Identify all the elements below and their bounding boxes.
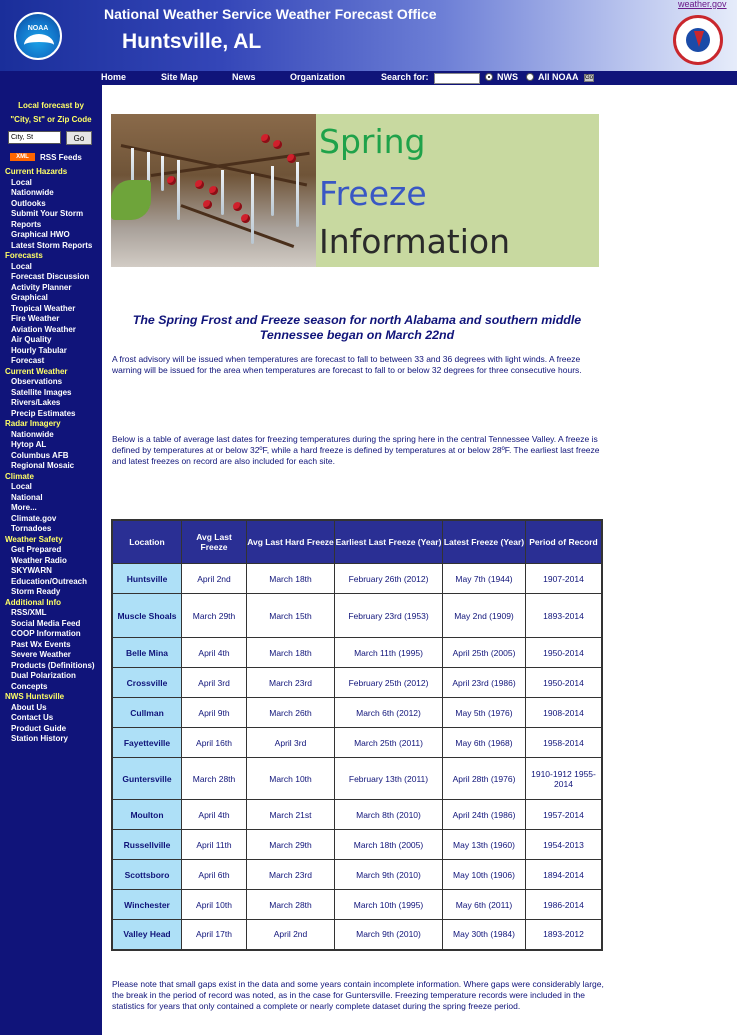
- sidebar-item[interactable]: Precip Estimates: [11, 408, 76, 418]
- table-cell: March 21st: [247, 800, 335, 830]
- table-cell: February 23rd (1953): [335, 594, 443, 638]
- table-cell: February 25th (2012): [335, 668, 443, 698]
- local-forecast-title: Local forecast by: [18, 101, 84, 110]
- sidebar-item[interactable]: Tornadoes: [11, 524, 52, 533]
- table-cell: April 3rd: [182, 668, 247, 698]
- nav-news[interactable]: News: [232, 72, 256, 82]
- table-header: [112, 520, 602, 564]
- noaa-bird-icon: [24, 34, 54, 56]
- search-go-icon[interactable]: Go: [585, 75, 594, 81]
- sidebar-item[interactable]: RSS/XML: [11, 608, 47, 617]
- sidebar-item[interactable]: Forecast Discussion: [11, 272, 90, 281]
- table-cell: May 7th (1944): [443, 564, 526, 594]
- nav-site-map[interactable]: Site Map: [161, 72, 199, 82]
- sidebar-item[interactable]: Regional Mosaic: [11, 461, 75, 470]
- table-cell: March 8th (2010): [335, 800, 443, 830]
- frozen-berries-photo: [111, 114, 316, 267]
- table-cell: 1893-2012: [526, 920, 603, 950]
- table-row: [112, 668, 602, 698]
- table-cell: 1958-2014: [526, 728, 603, 758]
- sidebar-item[interactable]: About Us: [11, 702, 47, 712]
- table-cell: 1986-2014: [526, 890, 603, 920]
- sidebar-item[interactable]: Activity Planner: [11, 282, 72, 292]
- sidebar-item[interactable]: Products (Definitions): [11, 660, 95, 670]
- sidebar-item[interactable]: COOP Information: [11, 629, 81, 638]
- sidebar-section-heading[interactable]: Forecasts: [5, 251, 43, 260]
- site-search-input[interactable]: [434, 73, 480, 84]
- sidebar-item[interactable]: Forecast: [11, 356, 45, 365]
- sidebar-item[interactable]: Local: [11, 482, 32, 491]
- banner-word-spring: Spring: [319, 122, 426, 161]
- table-cell: May 6th (1968): [443, 728, 526, 758]
- table-cell: April 2nd: [247, 920, 335, 950]
- table-cell: April 28th (1976): [443, 758, 526, 800]
- sidebar-section-heading[interactable]: NWS Huntsville: [5, 692, 65, 701]
- table-row: [112, 800, 602, 830]
- location-cell: Belle Mina: [112, 638, 182, 668]
- noaa-logo[interactable]: [14, 12, 62, 60]
- noaa-logo-text: NOAA: [27, 25, 49, 32]
- weather-gov-link[interactable]: weather.gov: [678, 0, 727, 9]
- leaf-icon: [111, 180, 151, 220]
- table-cell: May 5th (1976): [443, 698, 526, 728]
- sidebar-item[interactable]: Graphical: [11, 293, 48, 302]
- table-cell: March 10th: [247, 758, 335, 800]
- location-cell: Cullman: [112, 698, 182, 728]
- table-cell: 1893-2014: [526, 594, 603, 638]
- table-row: [112, 860, 602, 890]
- sidebar-item[interactable]: Satellite Images: [11, 387, 72, 397]
- sidebar-item[interactable]: Social Media Feed: [11, 618, 81, 628]
- nws-logo[interactable]: [673, 15, 723, 65]
- sidebar-item[interactable]: Aviation Weather: [11, 324, 76, 334]
- sidebar-section-heading[interactable]: Current Weather: [5, 366, 68, 376]
- column-header: Earliest Last Freeze (Year): [335, 520, 443, 564]
- column-header: Avg Last Freeze: [182, 520, 247, 564]
- location-cell: Scottsboro: [112, 860, 182, 890]
- sidebar-item[interactable]: Graphical HWO: [11, 230, 70, 239]
- table-header-row: [112, 520, 602, 564]
- freeze-dates-table: [111, 519, 603, 951]
- table-cell: February 26th (2012): [335, 564, 443, 594]
- sidebar-item[interactable]: Tropical Weather: [11, 303, 76, 313]
- column-header: Latest Freeze (Year): [443, 520, 526, 564]
- sidebar-item[interactable]: National: [11, 492, 43, 502]
- location-cell: Crossville: [112, 668, 182, 698]
- table-cell: March 18th: [247, 564, 335, 594]
- radio-all-noaa-label: All NOAA: [538, 72, 579, 82]
- local-forecast-subtitle: "City, St" or Zip Code: [10, 115, 92, 124]
- table-cell: April 6th: [182, 860, 247, 890]
- table-row: [112, 890, 602, 920]
- table-cell: April 16th: [182, 728, 247, 758]
- sidebar-item[interactable]: Weather Radio: [11, 555, 67, 565]
- sidebar-item[interactable]: SKYWARN: [11, 566, 52, 575]
- sidebar-item[interactable]: More...: [11, 503, 37, 512]
- sidebar-item[interactable]: Reports: [11, 219, 42, 229]
- table-cell: March 10th (1995): [335, 890, 443, 920]
- table-cell: April 2nd: [182, 564, 247, 594]
- sidebar-item[interactable]: Latest Storm Reports: [11, 240, 93, 250]
- table-cell: March 28th: [182, 758, 247, 800]
- table-cell: 1907-2014: [526, 564, 603, 594]
- top-nav: [0, 71, 737, 85]
- sidebar-item[interactable]: Severe Weather: [11, 650, 71, 659]
- sidebar-item[interactable]: Local: [11, 261, 32, 271]
- table-cell: 1950-2014: [526, 668, 603, 698]
- page-headline: The Spring Frost and Freeze season for north Alabama and southern middle Tennessee began on March 22nd: [132, 313, 582, 342]
- location-cell: Huntsville: [112, 564, 182, 594]
- location-cell: Winchester: [112, 890, 182, 920]
- table-row: [112, 698, 602, 728]
- sidebar-item[interactable]: Outlooks: [11, 198, 46, 208]
- table-row: [112, 728, 602, 758]
- table-cell: May 2nd (1909): [443, 594, 526, 638]
- sidebar-item[interactable]: Nationwide: [11, 188, 54, 197]
- banner-word-freeze: Freeze: [319, 174, 427, 213]
- table-cell: March 9th (2010): [335, 920, 443, 950]
- location-cell: Russellville: [112, 830, 182, 860]
- location-cell: Valley Head: [112, 920, 182, 950]
- table-cell: March 9th (2010): [335, 860, 443, 890]
- table-row: [112, 638, 602, 668]
- sidebar-item[interactable]: Nationwide: [11, 429, 54, 439]
- table-cell: May 30th (1984): [443, 920, 526, 950]
- nav-home[interactable]: Home: [101, 72, 127, 82]
- table-cell: February 13th (2011): [335, 758, 443, 800]
- table-cell: March 28th: [247, 890, 335, 920]
- table-cell: April 23rd (1986): [443, 668, 526, 698]
- rss-feeds-link[interactable]: RSS Feeds: [40, 153, 82, 162]
- table-cell: 1957-2014: [526, 800, 603, 830]
- radio-nws[interactable]: [485, 73, 493, 81]
- sidebar-item[interactable]: Local: [11, 177, 32, 187]
- sidebar-item[interactable]: Product Guide: [11, 723, 67, 733]
- data-gaps-note: Please note that small gaps exist in the data and some years contain incomplete information. Where gaps were considerably large, the break in the period of record was noted, as in the case for Guntersville. Freezing temperature records were included in the statistics for years that only contained a complete or nearly complete dataset during the spring freeze period.: [112, 979, 604, 1011]
- table-cell: 1954-2013: [526, 830, 603, 860]
- table-cell: April 17th: [182, 920, 247, 950]
- table-cell: March 23rd: [247, 860, 335, 890]
- sidebar-item[interactable]: Storm Ready: [11, 587, 61, 596]
- table-row: [112, 758, 602, 800]
- column-header: Avg Last Hard Freeze: [247, 520, 335, 564]
- table-cell: 1910-1912 1955-2014: [526, 758, 603, 800]
- sidebar-item[interactable]: Past Wx Events: [11, 639, 71, 649]
- location-cell: Fayetteville: [112, 728, 182, 758]
- table-row: [112, 830, 602, 860]
- sidebar-item[interactable]: Dual Polarization: [11, 671, 76, 680]
- table-cell: March 18th (2005): [335, 830, 443, 860]
- table-cell: March 23rd: [247, 668, 335, 698]
- sidebar-section-heading[interactable]: Weather Safety: [5, 534, 63, 544]
- banner-word-information: Information: [319, 222, 511, 261]
- nav-organization[interactable]: Organization: [290, 72, 346, 82]
- sidebar-item[interactable]: Fire Weather: [11, 314, 60, 323]
- sidebar-section-heading[interactable]: Current Hazards: [5, 167, 68, 176]
- table-cell: April 25th (2005): [443, 638, 526, 668]
- table-cell: March 25th (2011): [335, 728, 443, 758]
- table-cell: March 18th: [247, 638, 335, 668]
- lightning-icon: [694, 31, 704, 47]
- table-cell: May 13th (1960): [443, 830, 526, 860]
- table-cell: March 29th: [247, 830, 335, 860]
- location-cell: Muscle Shoals: [112, 594, 182, 638]
- column-header: Period of Record: [526, 520, 603, 564]
- table-row: [112, 594, 602, 638]
- go-button[interactable]: Go: [66, 131, 92, 145]
- sidebar-item[interactable]: Station History: [11, 734, 68, 743]
- table-cell: April 10th: [182, 890, 247, 920]
- table-cell: 1908-2014: [526, 698, 603, 728]
- sidebar-item[interactable]: Get Prepared: [11, 545, 62, 554]
- city-title: Huntsville, AL: [122, 30, 262, 53]
- sidebar-item[interactable]: Hourly Tabular: [11, 345, 67, 355]
- table-cell: April 3rd: [247, 728, 335, 758]
- table-row: [112, 920, 602, 950]
- sidebar-item[interactable]: Climate.gov: [11, 513, 57, 523]
- radio-nws-label: NWS: [497, 72, 518, 82]
- table-cell: April 9th: [182, 698, 247, 728]
- sidebar-item[interactable]: Concepts: [11, 681, 48, 691]
- column-header: Location: [112, 520, 182, 564]
- office-title: National Weather Service Weather Forecast Office: [104, 6, 437, 22]
- table-cell: 1950-2014: [526, 638, 603, 668]
- location-cell: Guntersville: [112, 758, 182, 800]
- sidebar-section-heading[interactable]: Radar Imagery: [5, 419, 61, 428]
- table-cell: March 6th (2012): [335, 698, 443, 728]
- sidebar-item[interactable]: Contact Us: [11, 713, 54, 722]
- sidebar-item[interactable]: Observations: [11, 377, 63, 386]
- table-cell: April 4th: [182, 800, 247, 830]
- table-cell: May 6th (2011): [443, 890, 526, 920]
- spring-freeze-banner: [111, 114, 599, 267]
- table-intro-paragraph: Below is a table of average last dates for freezing temperatures during the spring here in the central Tennessee Valley. A freeze is defined by temperatures at or below 32ºF, while a hard freeze is defined by temperatures at or below 28ºF. The earliest last freeze and latest freezes on record are also included for each site.: [112, 434, 600, 466]
- search-label: Search for:: [381, 72, 429, 82]
- table-body: [112, 564, 602, 950]
- frost-advisory-paragraph: A frost advisory will be issued when temperatures are forecast to fall to between 33 and 36 degrees with light winds. A freeze warning will be issued for the area when temperatures are forecast to fall to or below 32 degrees for three consecutive hours.: [112, 354, 582, 375]
- table-cell: March 11th (1995): [335, 638, 443, 668]
- sidebar-item[interactable]: Air Quality: [11, 335, 52, 344]
- xml-badge-icon[interactable]: XML: [10, 153, 35, 161]
- radio-all-noaa[interactable]: [526, 73, 534, 81]
- table-cell: March 29th: [182, 594, 247, 638]
- sidebar-section-heading[interactable]: Additional Info: [5, 597, 61, 607]
- table-cell: March 15th: [247, 594, 335, 638]
- sidebar: [0, 85, 102, 1035]
- sidebar-item[interactable]: Education/Outreach: [11, 576, 88, 586]
- table-cell: March 26th: [247, 698, 335, 728]
- sidebar-item[interactable]: Submit Your Storm: [11, 209, 84, 218]
- sidebar-item[interactable]: Columbus AFB: [11, 450, 69, 460]
- table-cell: May 10th (1906): [443, 860, 526, 890]
- table-cell: April 24th (1986): [443, 800, 526, 830]
- city-search-input[interactable]: [8, 131, 61, 144]
- site-header: [0, 0, 737, 71]
- table-row: [112, 564, 602, 594]
- table-cell: April 4th: [182, 638, 247, 668]
- sidebar-menu: [0, 167, 102, 745]
- sidebar-item[interactable]: Hytop AL: [11, 440, 47, 449]
- table-cell: 1894-2014: [526, 860, 603, 890]
- table-cell: April 11th: [182, 830, 247, 860]
- location-cell: Moulton: [112, 800, 182, 830]
- sidebar-section-heading[interactable]: Climate: [5, 471, 34, 481]
- sidebar-item[interactable]: Rivers/Lakes: [11, 398, 61, 407]
